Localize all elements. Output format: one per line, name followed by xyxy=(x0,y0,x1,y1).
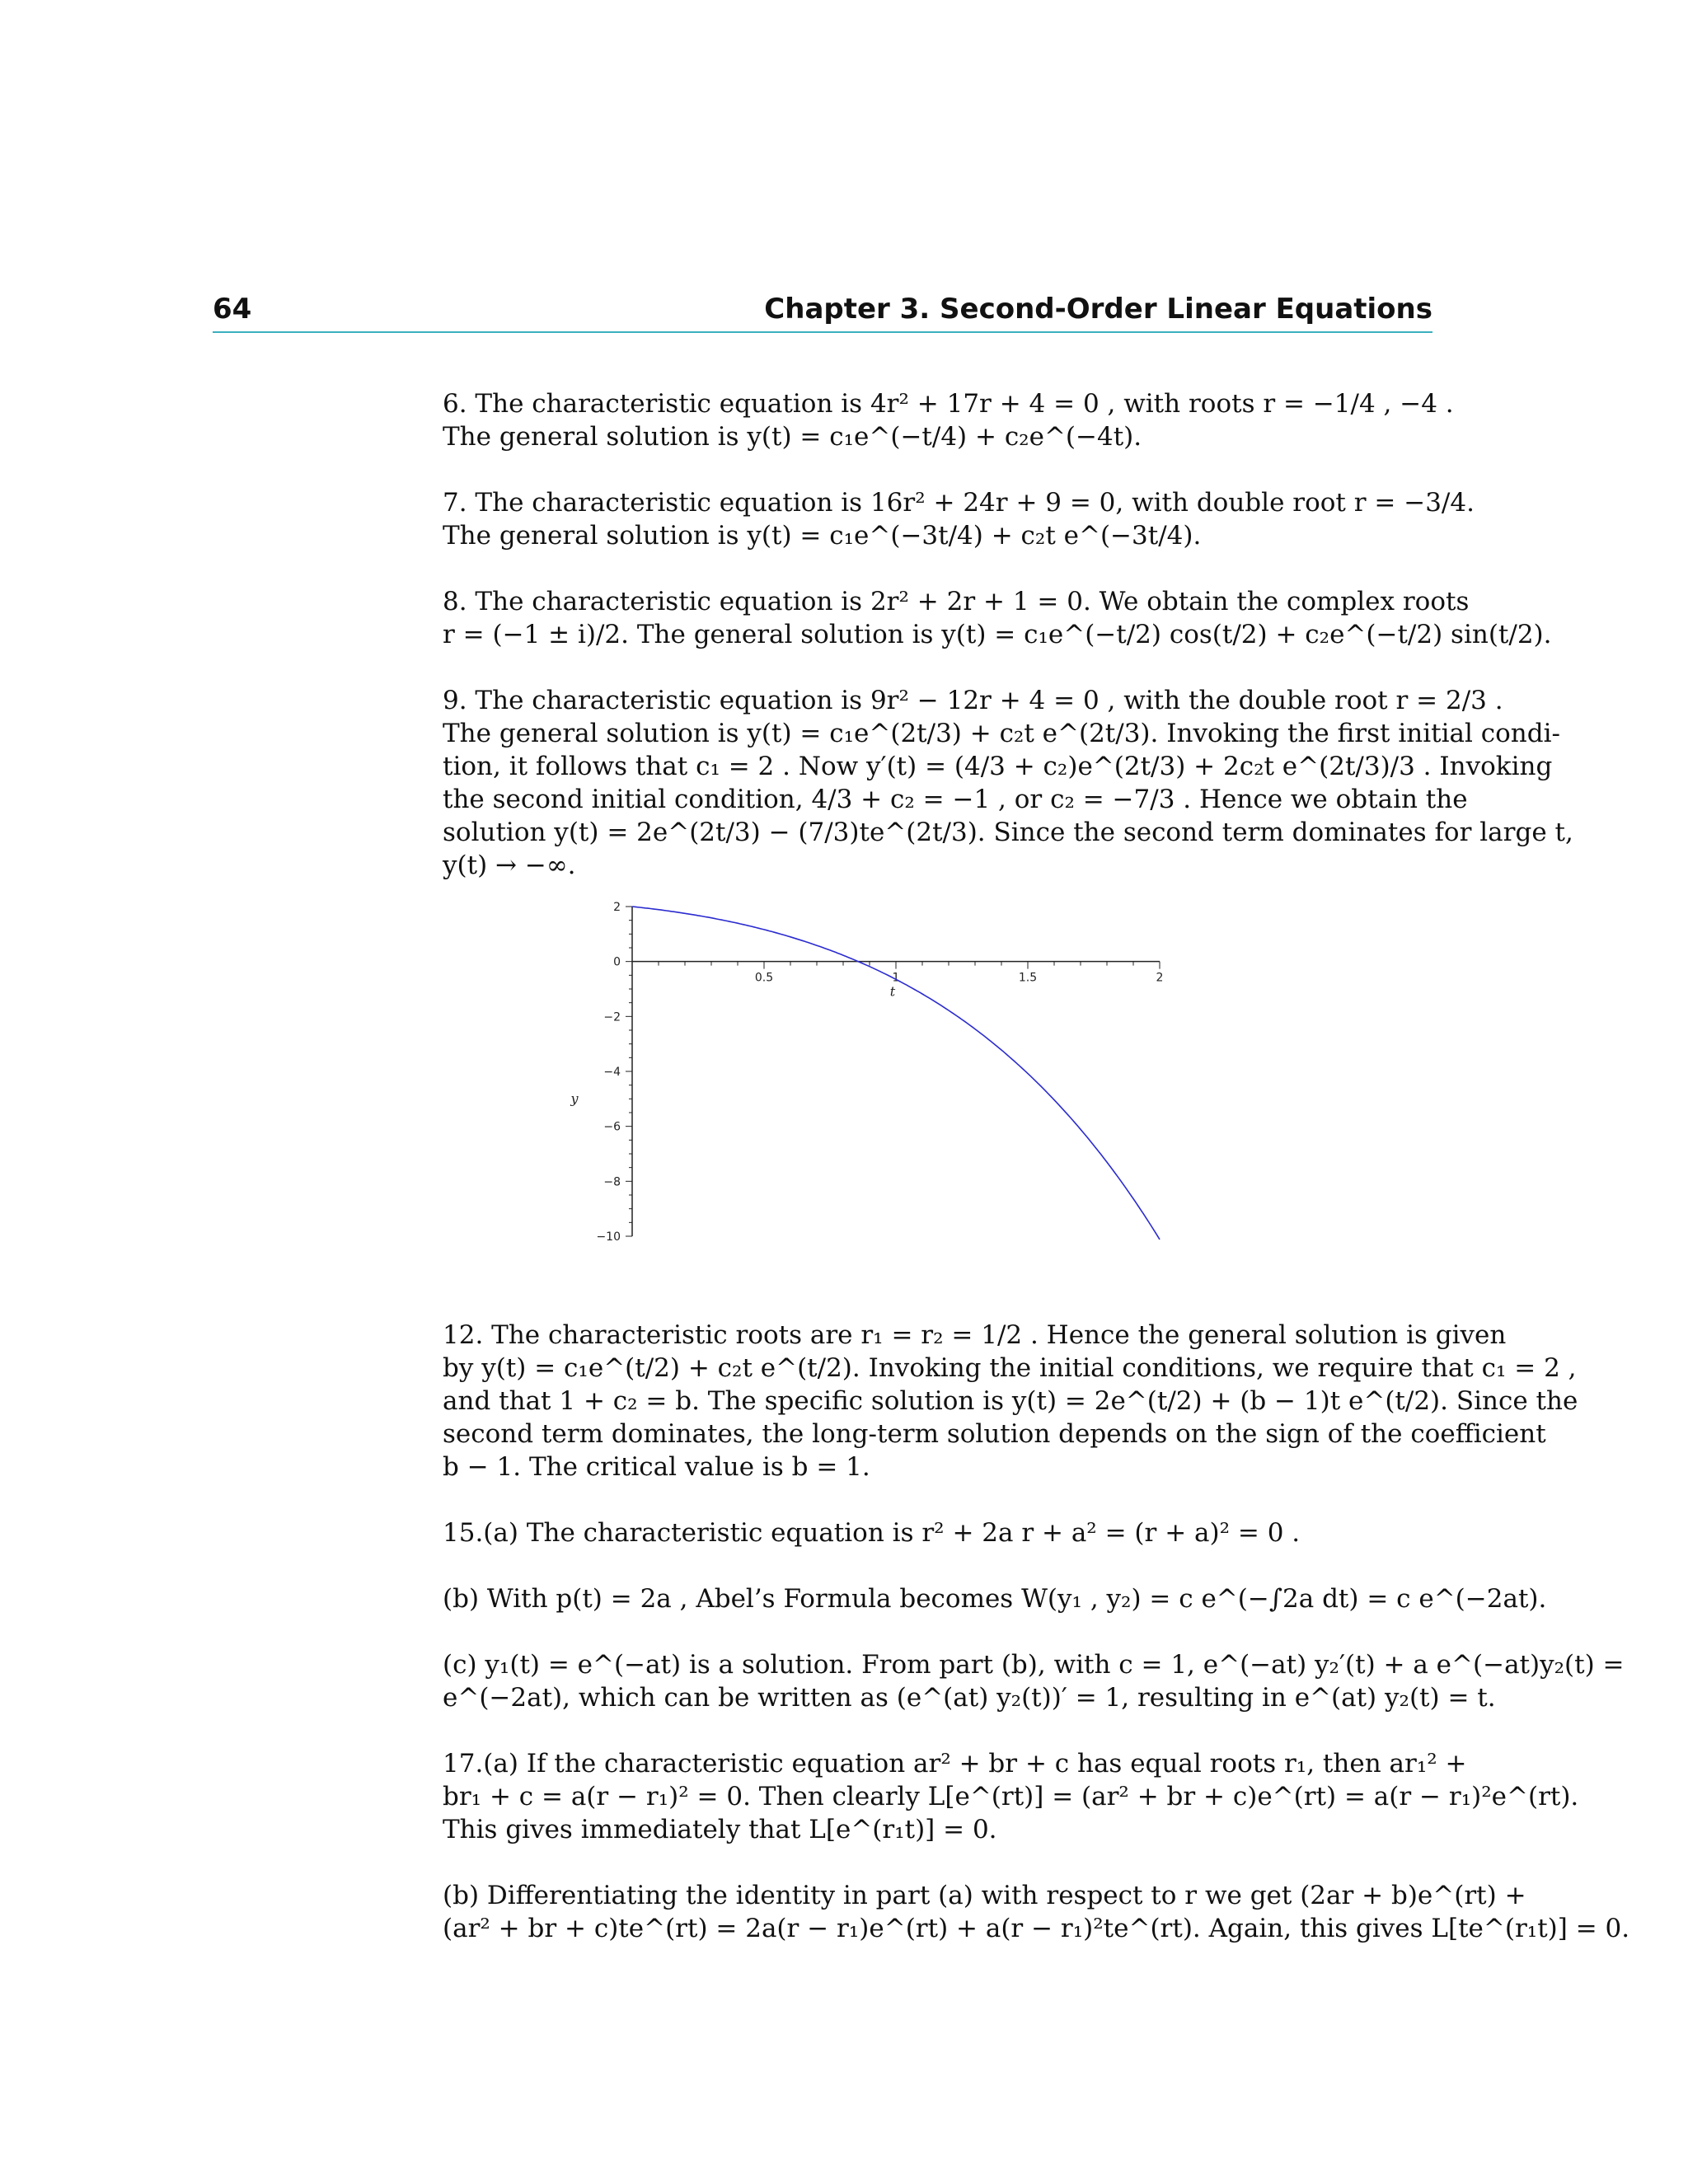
x-axis-label: t xyxy=(889,983,896,1000)
text-line: second term dominates, the long-term solution depends on the sign of the coefficient xyxy=(443,1419,1546,1449)
text-line: 9. The characteristic equation is 9r² − 12r + 4 = 0 , with the double root r = 2/3 . xyxy=(443,686,1503,715)
y-tick-label: −8 xyxy=(603,1175,621,1189)
chapter-title: Chapter 3. Second-Order Linear Equations xyxy=(764,293,1432,326)
text-line: The general solution is y(t) = c₁e^(−t/4) + c₂e^(−4t). xyxy=(443,422,1142,452)
problem-15c xyxy=(443,1648,1625,1714)
y-tick-label: 2 xyxy=(613,901,621,914)
text-line: e^(−2at), which can be written as (e^(at) y₂(t))′ = 1, resulting in e^(at) y₂(t) = t. xyxy=(443,1683,1496,1713)
problem-6 xyxy=(443,387,1454,453)
problem-17a xyxy=(443,1747,1579,1846)
text-line: 8. The characteristic equation is 2r² + 2r + 1 = 0. We obtain the complex roots xyxy=(443,587,1470,616)
text-line: The general solution is y(t) = c₁e^(2t/3) + c₂t e^(2t/3). Invoking the first initial condi- xyxy=(443,719,1560,748)
y-tick-label: −4 xyxy=(603,1066,621,1079)
text-line: (ar² + br + c)te^(rt) = 2a(r − r₁)e^(rt) + a(r − r₁)²te^(rt). Again, this gives L[te^(r₁t)] = 0. xyxy=(443,1914,1630,1943)
text-line: The general solution is y(t) = c₁e^(−3t/4) + c₂t e^(−3t/4). xyxy=(443,521,1202,551)
text-line: 15.(a) The characteristic equation is r² + 2a r + a² = (r + a)² = 0 . xyxy=(443,1518,1301,1548)
y-tick-label: −6 xyxy=(603,1120,621,1134)
text-line: This gives immediately that L[e^(r₁t)] = 0. xyxy=(443,1815,997,1844)
text-line: r = (−1 ± i)/2. The general solution is y(t) = c₁e^(−t/2) cos(t/2) + c₂e^(−t/2) sin(t/2). xyxy=(443,620,1552,649)
text-line: (b) Differentiating the identity in part (a) with respect to r we get (2ar + b)e^(rt) + xyxy=(443,1881,1526,1910)
x-tick-label: 2 xyxy=(1156,971,1164,985)
solution-plot-area xyxy=(443,882,1433,1319)
solution-curve xyxy=(632,907,1160,1240)
x-tick-label: 1 xyxy=(892,971,900,985)
problem-17b xyxy=(443,1879,1630,1945)
y-tick-label: −2 xyxy=(603,1010,621,1024)
text-line: br₁ + c = a(r − r₁)² = 0. Then clearly L[e^(rt)] = (ar² + br + c)e^(rt) = a(r − r₁)²e^(rt). xyxy=(443,1782,1579,1811)
solutions-body xyxy=(443,387,1630,1945)
problem-7 xyxy=(443,486,1475,552)
text-line: (b) With p(t) = 2a , Abel’s Formula becomes W(y₁ , y₂) = c e^(−∫2a dt) = c e^(−2at). xyxy=(443,1584,1547,1614)
running-header xyxy=(213,290,1432,333)
text-line: 12. The characteristic roots are r₁ = r₂ = 1/2 . Hence the general solution is given xyxy=(443,1320,1507,1350)
x-tick-label: 1.5 xyxy=(1018,971,1038,985)
y-tick-label: −10 xyxy=(596,1230,621,1244)
x-tick-label: 0.5 xyxy=(754,971,774,985)
text-line: the second initial condition, 4/3 + c₂ = −1 , or c₂ = −7/3 . Hence we obtain the xyxy=(443,785,1468,814)
problem-15b xyxy=(443,1582,1547,1615)
text-line: and that 1 + c₂ = b. The specific solution is y(t) = 2e^(t/2) + (b − 1)t e^(t/2). Since the xyxy=(443,1386,1578,1416)
problem-8 xyxy=(443,585,1552,651)
problem-9 xyxy=(443,684,1573,882)
problem-15a xyxy=(443,1516,1433,1549)
page-number: 64 xyxy=(213,293,252,326)
problem-12 xyxy=(443,1319,1578,1483)
text-line: b − 1. The critical value is b = 1. xyxy=(443,1452,870,1482)
text-line: 7. The characteristic equation is 16r² + 24r + 9 = 0, with double root r = −3/4. xyxy=(443,488,1475,518)
text-line: tion, it follows that c₁ = 2 . Now y′(t) = (4/3 + c₂)e^(2t/3) + 2c₂t e^(2t/3)/3 . Invoking xyxy=(443,752,1553,781)
text-line: 17.(a) If the characteristic equation ar² + br + c has equal roots r₁, then ar₁² + xyxy=(443,1749,1467,1779)
text-line: y(t) → −∞. xyxy=(443,851,576,880)
text-line: 6. The characteristic equation is 4r² + 17r + 4 = 0 , with roots r = −1/4 , −4 . xyxy=(443,389,1454,419)
text-line: (c) y₁(t) = e^(−at) is a solution. From part (b), with c = 1, e^(−at) y₂′(t) + a e^(−at)y₂(t) = xyxy=(443,1650,1625,1680)
solution-plot xyxy=(443,901,1164,1286)
y-axis-label: y xyxy=(570,1090,579,1107)
y-tick-label: 0 xyxy=(613,955,621,969)
text-line: by y(t) = c₁e^(t/2) + c₂t e^(t/2). Invoking the initial conditions, we require that c₁ = 2 , xyxy=(443,1353,1577,1383)
text-line: solution y(t) = 2e^(2t/3) − (7/3)te^(2t/3). Since the second term dominates for large t, xyxy=(443,818,1573,847)
